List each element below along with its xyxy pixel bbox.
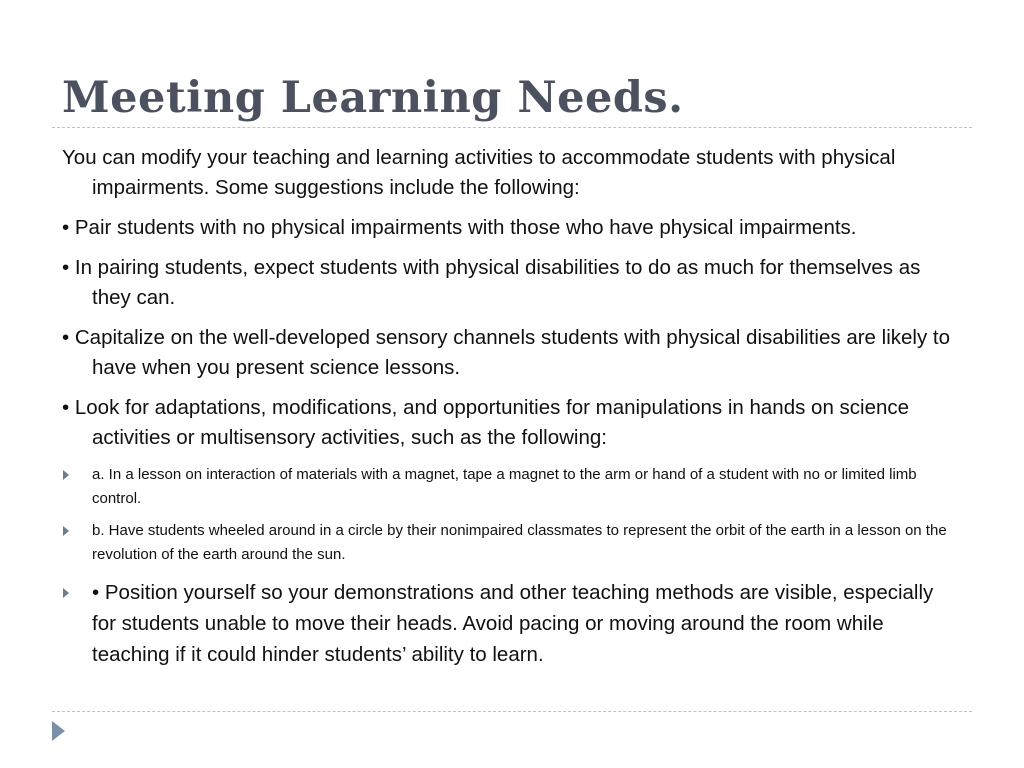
sub-bullet-text: b. Have students wheeled around in a circle by their nonimpaired classmates to represent the orbit of the earth in a lesson on the revolution of the earth around the sun. [92,522,947,563]
bullet-pair-students: • Pair students with no physical impairments with those who have physical impairments. [62,216,857,239]
bullet-sensory-channels: • Capitalize on the well-developed sensory channels students with physical disabilities are likely to have when you present science lessons. [62,326,951,379]
next-arrow-icon [52,721,65,741]
bullet-pairing-expectations: • In pairing students, expect students with physical disabilities to do as much for themselves as they can. [62,256,921,309]
title-divider [52,127,972,128]
triangle-arrow-icon [63,588,69,598]
triangle-arrow-icon [63,526,69,536]
sub-bullet-orbit [62,519,962,567]
bullet-adaptations: • Look for adaptations, modifications, and opportunities for manipulations in hands on science activities or multisensory activities, such as the following: [62,396,910,449]
slide-body [62,143,962,678]
sub-bullet-position [62,577,962,670]
sub-bullet-text: a. In a lesson on interaction of materials with a magnet, tape a magnet to the arm or hand of a student with no or limited limb control. [92,466,917,507]
footer-divider [52,711,972,712]
triangle-arrow-icon [63,470,69,480]
intro-paragraph: You can modify your teaching and learning activities to accommodate students with physical impairments. Some suggestions include the following: [62,146,896,199]
sub-bullet-text: • Position yourself so your demonstrations and other teaching methods are visible, especially for students unable to move their heads. Avoid pacing or moving around the room while teaching if it could hinder students’ ability to learn. [92,581,934,666]
slide-title: Meeting Learning Needs. [62,73,684,123]
sub-bullet-magnet [62,463,962,511]
